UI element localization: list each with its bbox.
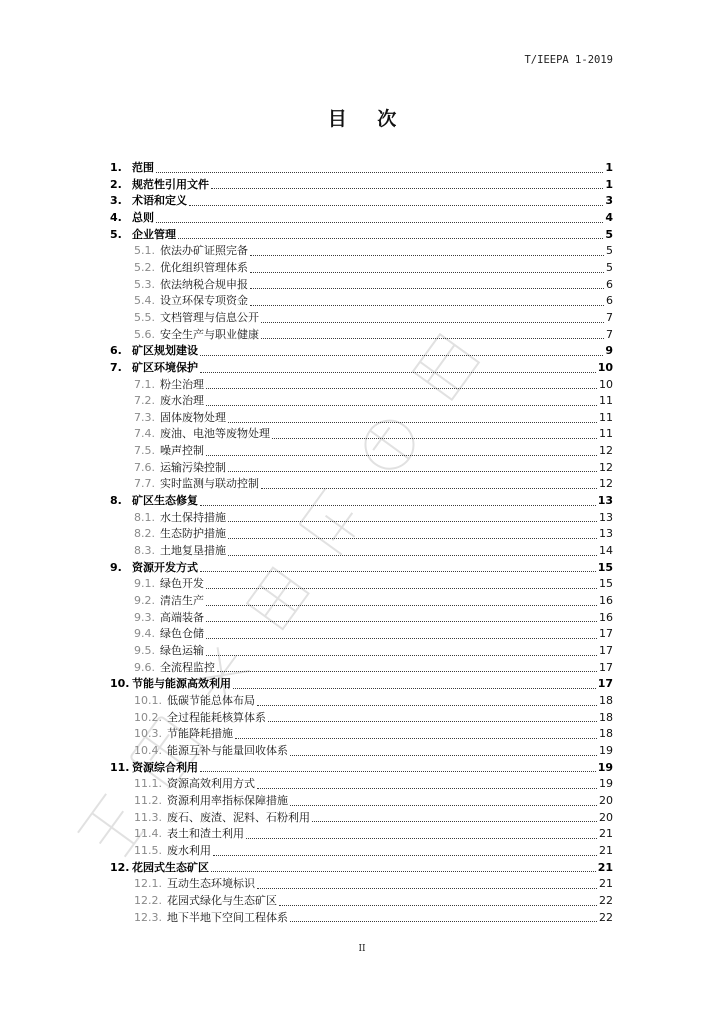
toc-subsection-11-1[interactable]	[110, 776, 613, 793]
toc-entry-title: 实时监测与联动控制	[160, 477, 259, 491]
toc-leader-dots	[206, 605, 597, 606]
page-number: II	[358, 944, 366, 954]
toc-entry-title: 文档管理与信息公开	[160, 310, 259, 324]
toc-entry-title: 全过程能耗核算体系	[167, 710, 266, 724]
toc-subsection-9-1[interactable]	[110, 576, 613, 593]
toc-entry-number: 8.	[110, 494, 122, 508]
toc-subsection-5-4[interactable]	[110, 293, 613, 310]
toc-leader-dots	[272, 438, 597, 439]
toc-entry-page: 12	[599, 444, 613, 458]
toc-leader-dots	[200, 571, 596, 572]
toc-entry-number: 5.4.	[134, 294, 155, 308]
toc-leader-dots	[206, 405, 597, 406]
toc-leader-dots	[312, 821, 597, 822]
toc-leader-dots	[290, 921, 597, 922]
toc-entry-number: 8.1.	[134, 510, 155, 524]
toc-leader-dots	[206, 455, 597, 456]
toc-subsection-10-4[interactable]	[110, 743, 613, 760]
toc-entry-number: 10.	[110, 677, 130, 691]
toc-entry-number: 5.	[110, 227, 122, 241]
toc-entry-title: 资源综合利用	[132, 760, 198, 774]
toc-subsection-5-3[interactable]	[110, 277, 613, 294]
toc-section-8[interactable]	[110, 493, 613, 510]
toc-subsection-11-3[interactable]	[110, 810, 613, 827]
toc-entry-page: 17	[597, 677, 613, 691]
toc-entry-number: 3.	[110, 194, 122, 208]
toc-leader-dots	[156, 172, 603, 173]
toc-entry-number: 9.2.	[134, 594, 155, 608]
toc-entry-page: 12	[599, 460, 613, 474]
toc-entry-title: 生态防护措施	[160, 527, 226, 541]
toc-entry-title: 矿区规划建设	[132, 344, 198, 358]
toc-subsection-7-4[interactable]	[110, 427, 613, 444]
toc-entry-number: 8.2.	[134, 527, 155, 541]
toc-subsection-7-7[interactable]	[110, 476, 613, 493]
toc-entry-title: 表土和渣土利用	[167, 827, 244, 841]
toc-entry-page: 19	[599, 777, 613, 791]
toc-entry-number: 10.1.	[134, 693, 162, 707]
toc-entry-title: 水土保持措施	[160, 510, 226, 524]
toc-entry-page: 22	[599, 910, 613, 924]
toc-list	[110, 160, 613, 926]
toc-entry-number: 7.7.	[134, 477, 155, 491]
toc-entry-title: 废水治理	[160, 394, 204, 408]
toc-entry-title: 绿色运输	[160, 644, 204, 658]
toc-entry-number: 11.5.	[134, 843, 162, 857]
toc-entry-number: 9.4.	[134, 627, 155, 641]
toc-subsection-7-1[interactable]	[110, 377, 613, 394]
toc-entry-page: 11	[599, 410, 613, 424]
toc-leader-dots	[261, 338, 604, 339]
toc-entry-page: 20	[599, 793, 613, 807]
toc-entry-number: 5.1.	[134, 244, 155, 258]
toc-leader-dots	[211, 871, 596, 872]
toc-entry-title: 总则	[132, 210, 154, 224]
toc-entry-number: 2.	[110, 177, 122, 191]
toc-leader-dots	[246, 838, 597, 839]
toc-entry-page: 13	[599, 527, 613, 541]
toc-section-10[interactable]	[110, 676, 613, 693]
toc-subsection-7-3[interactable]	[110, 410, 613, 427]
toc-entry-title: 地下半地下空间工程体系	[167, 910, 288, 924]
toc-entry-page: 11	[599, 394, 613, 408]
toc-subsection-8-3[interactable]	[110, 543, 613, 560]
toc-entry-title: 资源开发方式	[132, 560, 198, 574]
toc-entry-page: 19	[597, 760, 613, 774]
toc-entry-page: 20	[599, 810, 613, 824]
toc-subsection-12-3[interactable]	[110, 910, 613, 927]
toc-entry-page: 6	[606, 294, 613, 308]
toc-entry-title: 粉尘治理	[160, 377, 204, 391]
toc-entry-page: 1	[605, 160, 613, 174]
toc-entry-title: 花园式绿化与生态矿区	[167, 893, 277, 907]
toc-entry-page: 13	[597, 494, 613, 508]
toc-leader-dots	[257, 788, 597, 789]
toc-entry-title: 互动生态环境标识	[167, 877, 255, 891]
toc-entry-title: 绿色仓储	[160, 627, 204, 641]
toc-entry-title: 全流程监控	[160, 660, 215, 674]
toc-leader-dots	[200, 771, 596, 772]
toc-entry-title: 资源利用率指标保障措施	[167, 793, 288, 807]
toc-entry-number: 5.2.	[134, 260, 155, 274]
toc-leader-dots	[257, 705, 597, 706]
toc-entry-number: 4.	[110, 210, 122, 224]
toc-entry-title: 固体废物处理	[160, 410, 226, 424]
toc-entry-title: 依法纳税合规申报	[160, 277, 248, 291]
toc-subsection-12-2[interactable]	[110, 893, 613, 910]
toc-subsection-7-6[interactable]	[110, 460, 613, 477]
toc-entry-number: 9.	[110, 560, 122, 574]
toc-subsection-5-1[interactable]	[110, 243, 613, 260]
page-title: 目 次	[327, 108, 409, 130]
toc-entry-number: 10.4.	[134, 743, 162, 757]
toc-section-4[interactable]	[110, 210, 613, 227]
toc-leader-dots	[206, 388, 597, 389]
toc-entry-number: 8.3.	[134, 544, 155, 558]
toc-entry-page: 16	[599, 594, 613, 608]
toc-subsection-10-2[interactable]	[110, 710, 613, 727]
toc-leader-dots	[228, 538, 597, 539]
toc-leader-dots	[290, 805, 597, 806]
toc-subsection-10-1[interactable]	[110, 693, 613, 710]
toc-entry-number: 9.3.	[134, 610, 155, 624]
toc-subsection-9-2[interactable]	[110, 593, 613, 610]
toc-entry-title: 运输污染控制	[160, 460, 226, 474]
toc-leader-dots	[189, 205, 603, 206]
toc-entry-number: 5.6.	[134, 327, 155, 341]
toc-entry-title: 清洁生产	[160, 594, 204, 608]
toc-subsection-7-2[interactable]	[110, 393, 613, 410]
toc-entry-number: 11.3.	[134, 810, 162, 824]
toc-entry-page: 19	[599, 743, 613, 757]
toc-entry-number: 7.4.	[134, 427, 155, 441]
toc-entry-title: 土地复垦措施	[160, 544, 226, 558]
toc-entry-title: 设立环保专项资金	[160, 294, 248, 308]
toc-leader-dots	[156, 222, 603, 223]
toc-entry-number: 5.5.	[134, 310, 155, 324]
toc-subsection-11-5[interactable]	[110, 843, 613, 860]
toc-entry-title: 矿区生态修复	[132, 494, 198, 508]
toc-section-6[interactable]	[110, 343, 613, 360]
toc-entry-page: 5	[606, 244, 613, 258]
toc-leader-dots	[250, 255, 604, 256]
toc-entry-page: 18	[599, 710, 613, 724]
toc-leader-dots	[206, 588, 597, 589]
toc-leader-dots	[228, 555, 597, 556]
toc-entry-title: 高端装备	[160, 610, 204, 624]
toc-entry-title: 低碳节能总体布局	[167, 693, 255, 707]
toc-leader-dots	[200, 505, 596, 506]
toc-leader-dots	[206, 655, 597, 656]
toc-entry-page: 21	[597, 860, 613, 874]
toc-subsection-7-5[interactable]	[110, 443, 613, 460]
toc-entry-number: 11.2.	[134, 793, 162, 807]
toc-entry-number: 9.5.	[134, 644, 155, 658]
toc-entry-number: 7.3.	[134, 410, 155, 424]
toc-entry-title: 术语和定义	[132, 194, 187, 208]
toc-entry-page: 12	[599, 477, 613, 491]
toc-entry-page: 21	[599, 827, 613, 841]
toc-entry-title: 噪声控制	[160, 444, 204, 458]
toc-subsection-9-3[interactable]	[110, 610, 613, 627]
toc-section-12[interactable]	[110, 860, 613, 877]
toc-subsection-10-3[interactable]	[110, 726, 613, 743]
toc-entry-title: 节能降耗措施	[167, 727, 233, 741]
toc-section-9[interactable]	[110, 560, 613, 577]
toc-entry-page: 16	[599, 610, 613, 624]
toc-entry-number: 7.1.	[134, 377, 155, 391]
toc-entry-page: 15	[597, 560, 613, 574]
toc-subsection-11-4[interactable]	[110, 826, 613, 843]
toc-entry-page: 15	[599, 577, 613, 591]
toc-entry-title: 花园式生态矿区	[132, 860, 209, 874]
toc-entry-number: 12.3.	[134, 910, 162, 924]
toc-entry-page: 10	[599, 377, 613, 391]
toc-entry-page: 5	[606, 260, 613, 274]
toc-entry-number: 7.2.	[134, 394, 155, 408]
toc-entry-page: 10	[597, 360, 613, 374]
toc-section-11[interactable]	[110, 760, 613, 777]
toc-entry-number: 9.1.	[134, 577, 155, 591]
toc-entry-page: 17	[599, 660, 613, 674]
toc-subsection-9-4[interactable]	[110, 626, 613, 643]
toc-entry-page: 6	[606, 277, 613, 291]
toc-subsection-9-5[interactable]	[110, 643, 613, 660]
toc-entry-title: 能源互补与能量回收体系	[167, 743, 288, 757]
toc-section-3[interactable]	[110, 193, 613, 210]
toc-leader-dots	[213, 855, 597, 856]
toc-entry-page: 21	[599, 877, 613, 891]
toc-entry-title: 节能与能源高效利用	[132, 677, 231, 691]
toc-entry-title: 矿区环境保护	[132, 360, 198, 374]
toc-entry-title: 资源高效利用方式	[167, 777, 255, 791]
toc-entry-title: 依法办矿证照完备	[160, 244, 248, 258]
toc-entry-title: 废水利用	[167, 843, 211, 857]
toc-entry-page: 7	[606, 327, 613, 341]
toc-entry-title: 规范性引用文件	[132, 177, 209, 191]
toc-entry-page: 13	[599, 510, 613, 524]
toc-leader-dots	[178, 238, 603, 239]
toc-entry-page: 21	[599, 843, 613, 857]
toc-entry-page: 18	[599, 693, 613, 707]
toc-leader-dots	[250, 305, 604, 306]
toc-leader-dots	[228, 471, 597, 472]
toc-entry-number: 11.1.	[134, 777, 162, 791]
toc-subsection-11-2[interactable]	[110, 793, 613, 810]
toc-entry-number: 5.3.	[134, 277, 155, 291]
toc-entry-number: 12.	[110, 860, 130, 874]
toc-subsection-8-1[interactable]	[110, 510, 613, 527]
toc-entry-number: 11.4.	[134, 827, 162, 841]
toc-entry-number: 7.5.	[134, 444, 155, 458]
toc-entry-title: 优化组织管理体系	[160, 260, 248, 274]
toc-leader-dots	[217, 671, 597, 672]
toc-entry-page: 17	[599, 644, 613, 658]
toc-entry-number: 11.	[110, 760, 130, 774]
toc-entry-page: 18	[599, 727, 613, 741]
toc-entry-page: 7	[606, 310, 613, 324]
toc-entry-page: 4	[605, 210, 613, 224]
toc-leader-dots	[279, 905, 597, 906]
toc-entry-page: 14	[599, 544, 613, 558]
toc-entry-number: 7.	[110, 360, 122, 374]
toc-subsection-5-5[interactable]	[110, 310, 613, 327]
toc-leader-dots	[228, 422, 597, 423]
toc-leader-dots	[211, 188, 603, 189]
toc-leader-dots	[206, 638, 597, 639]
toc-entry-title: 企业管理	[132, 227, 176, 241]
toc-leader-dots	[261, 488, 597, 489]
toc-leader-dots	[235, 738, 597, 739]
toc-leader-dots	[250, 288, 604, 289]
document-header-code: T/IEEPA 1-2019	[524, 54, 613, 66]
toc-leader-dots	[206, 621, 597, 622]
toc-entry-page: 1	[605, 177, 613, 191]
toc-section-5[interactable]	[110, 227, 613, 244]
toc-entry-page: 11	[599, 427, 613, 441]
toc-leader-dots	[200, 355, 603, 356]
toc-entry-number: 7.6.	[134, 460, 155, 474]
toc-entry-number: 12.2.	[134, 893, 162, 907]
toc-entry-page: 9	[605, 344, 613, 358]
toc-entry-number: 12.1.	[134, 877, 162, 891]
toc-section-7[interactable]	[110, 360, 613, 377]
toc-entry-title: 范围	[132, 160, 154, 174]
toc-entry-number: 10.2.	[134, 710, 162, 724]
toc-entry-title: 绿色开发	[160, 577, 204, 591]
toc-leader-dots	[268, 721, 597, 722]
toc-entry-title: 废油、电池等废物处理	[160, 427, 270, 441]
toc-section-1[interactable]	[110, 160, 613, 177]
toc-subsection-12-1[interactable]	[110, 876, 613, 893]
toc-entry-number: 6.	[110, 344, 122, 358]
toc-entry-number: 9.6.	[134, 660, 155, 674]
toc-entry-page: 22	[599, 893, 613, 907]
toc-entry-title: 安全生产与职业健康	[160, 327, 259, 341]
toc-leader-dots	[233, 688, 596, 689]
toc-leader-dots	[228, 521, 597, 522]
toc-entry-page: 17	[599, 627, 613, 641]
toc-subsection-9-6[interactable]	[110, 660, 613, 677]
toc-leader-dots	[200, 372, 596, 373]
toc-entry-number: 1.	[110, 160, 122, 174]
toc-entry-number: 10.3.	[134, 727, 162, 741]
toc-subsection-5-6[interactable]	[110, 327, 613, 344]
toc-subsection-8-2[interactable]	[110, 526, 613, 543]
toc-subsection-5-2[interactable]	[110, 260, 613, 277]
toc-leader-dots	[250, 272, 604, 273]
toc-entry-page: 3	[605, 194, 613, 208]
toc-leader-dots	[261, 322, 604, 323]
toc-entry-page: 5	[605, 227, 613, 241]
toc-leader-dots	[257, 888, 597, 889]
toc-leader-dots	[290, 755, 597, 756]
toc-entry-title: 废石、废渣、泥料、石粉利用	[167, 810, 310, 824]
toc-section-2[interactable]	[110, 177, 613, 194]
